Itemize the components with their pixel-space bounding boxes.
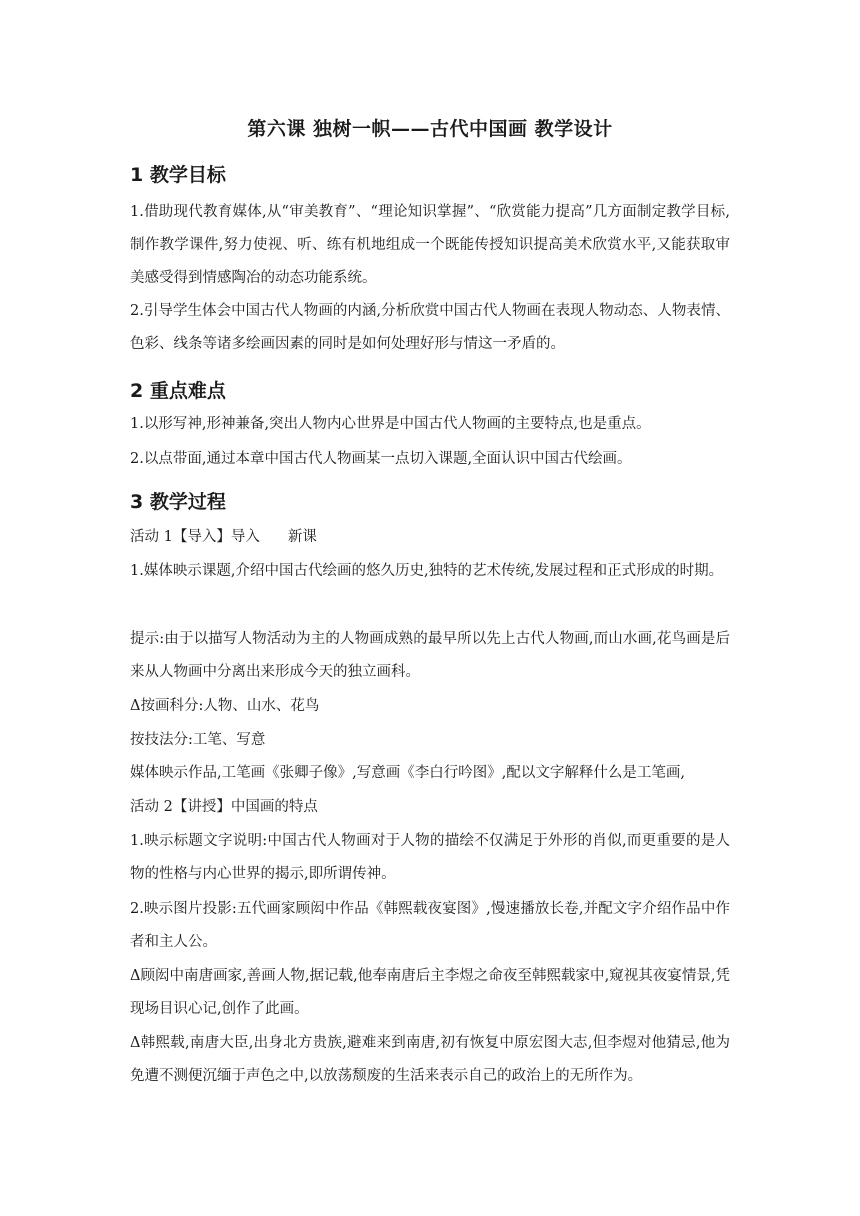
activity-1-heading bbox=[130, 521, 730, 554]
activity-1-label: 活动 1【导入】导入 bbox=[130, 529, 260, 545]
paragraph: Δ韩熙载,南唐大臣,出身北方贵族,避难来到南唐,初有恢复中原宏图大志,但李煜对他猜忌,他为免遭不测便沉缅于声色之中,以放荡颓废的生活来表示自己的政治上的无所作为。 bbox=[130, 1035, 730, 1084]
paragraph: 1.借助现代教育媒体,从“审美教育”、“理论知识掌握”、“欣赏能力提高”几方面制定教学目标,制作教学课件,努力使视、听、练有机地组成一个既能传授知识提高美术欣赏水平,又能获取审美感受得到情感陶冶的动态功能系统。 bbox=[130, 204, 730, 286]
paragraph: Δ按画科分:人物、山水、花鸟 bbox=[130, 698, 320, 714]
document-title: 第六课 独树一帜——古代中国画 教学设计 bbox=[247, 118, 613, 140]
paragraph: 媒体映示作品,工笔画《张卿子像》,写意画《李白行吟图》,配以文字解释什么是工笔画, bbox=[130, 765, 685, 781]
paragraph: 1.以形写神,形神兼备,突出人物内心世界是中国古代人物画的主要特点,也是重点。 bbox=[130, 416, 651, 432]
paragraph: 2.映示图片投影:五代画家顾闳中作品《韩熙载夜宴图》,慢速播放长卷,并配文字介绍作品中作者和主人公。 bbox=[130, 901, 730, 950]
section-heading-key-points: 2 重点难点 bbox=[130, 380, 226, 402]
paragraph: Δ顾闳中南唐画家,善画人物,据记载,他奉南唐后主李煜之命夜至韩熙载家中,窥视其夜宴情景,凭现场目识心记,创作了此画。 bbox=[130, 968, 730, 1017]
paragraph: 提示:由于以描写人物活动为主的人物画成熟的最早所以先上古代人物画,而山水画,花鸟画是后来从人物画中分离出来形成今天的独立画科。 bbox=[130, 631, 730, 680]
paragraph: 2.引导学生体会中国古代人物画的内涵,分析欣赏中国古代人物画在表现人物动态、人物表情、色彩、线条等诸多绘画因素的同时是如何处理好形与情这一矛盾的。 bbox=[130, 303, 730, 352]
paragraph: 1.映示标题文字说明:中国古代人物画对于人物的描绘不仅满足于外形的肖似,而更重要的是人物的性格与内心世界的揭示,即所谓传神。 bbox=[130, 833, 730, 882]
activity-1-suffix: 新课 bbox=[287, 529, 317, 545]
section-heading-process: 3 教学过程 bbox=[130, 491, 226, 513]
activity-2-heading: 活动 2【讲授】中国画的特点 bbox=[130, 799, 318, 815]
section-heading-objectives: 1 教学目标 bbox=[130, 164, 226, 186]
paragraph: 2.以点带面,通过本章中国古代人物画某一点切入课题,全面认识中国古代绘画。 bbox=[130, 451, 632, 467]
paragraph: 按技法分:工笔、写意 bbox=[130, 732, 266, 748]
paragraph: 1.媒体映示课题,介绍中国古代绘画的悠久历史,独特的艺术传统,发展过程和正式形成的时期。 bbox=[130, 563, 724, 579]
